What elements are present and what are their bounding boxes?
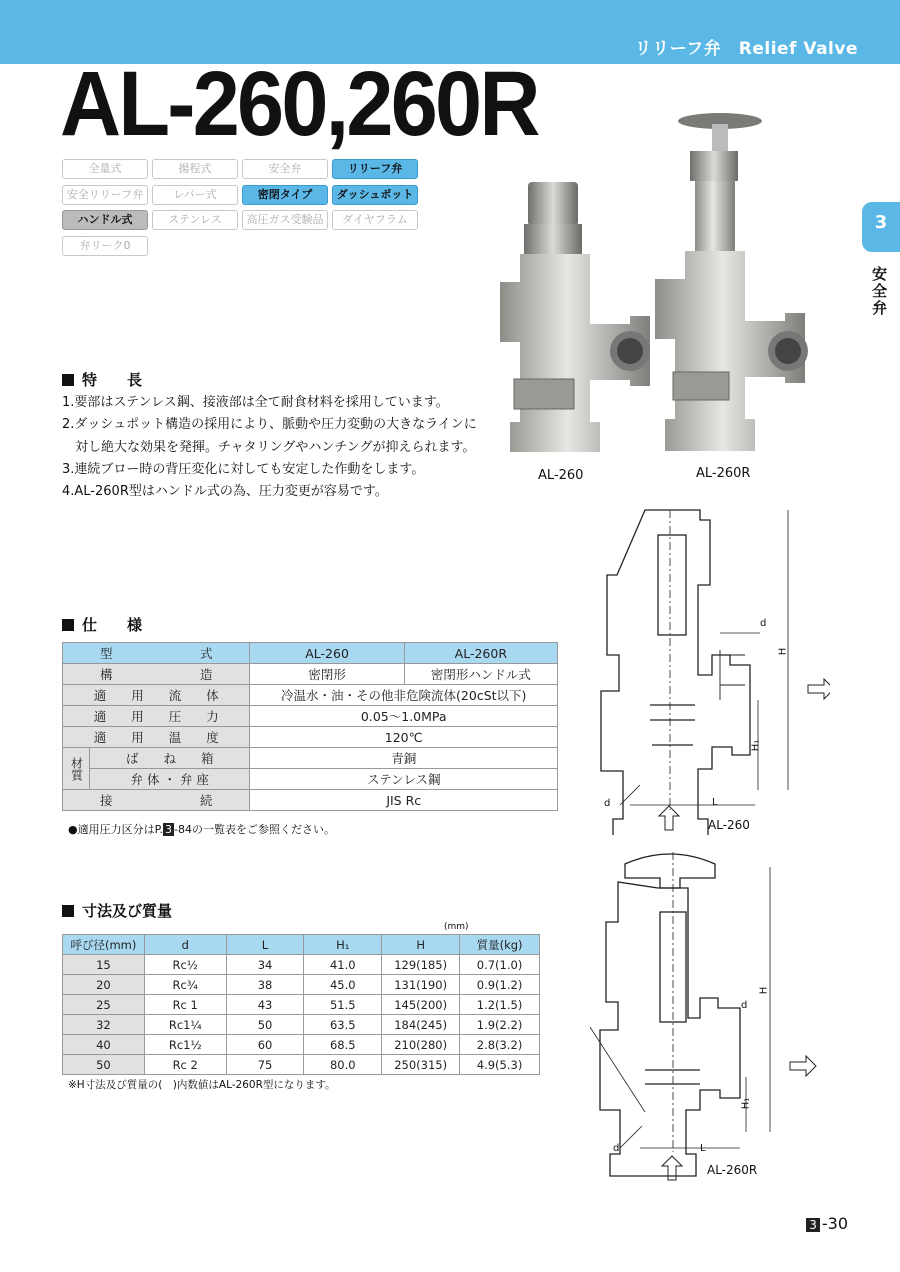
product-photo [490, 96, 820, 476]
table-header-row [63, 935, 540, 955]
tag: 高圧ガス受験品 [242, 210, 328, 230]
page-title: AL-260,260R [60, 53, 538, 155]
cell: 0.9(1.2) [460, 975, 540, 995]
cell: Rc1¼ [144, 1015, 226, 1035]
feature-item: 1.要部はステンレス鋼、接液部は全て耐食材料を採用しています。 [62, 395, 449, 410]
table-row [63, 706, 558, 727]
tag: 安全リリーフ弁 [62, 185, 148, 205]
spec-value: 密閉形 [250, 664, 404, 685]
table-row [63, 790, 558, 811]
spec-value: 青銅 [250, 748, 558, 769]
cell: 145(200) [382, 995, 460, 1015]
cell: 131(190) [382, 975, 460, 995]
cell: 210(280) [382, 1035, 460, 1055]
table-row [63, 727, 558, 748]
cell: 38 [226, 975, 304, 995]
dim-label-l: L [700, 1143, 706, 1154]
spec-header-col: AL-260R [404, 643, 557, 664]
al260-drawing [590, 505, 830, 835]
cell: 50 [63, 1055, 145, 1075]
spec-label: 弁 体 ・ 弁 座 [90, 769, 250, 790]
table-row [63, 643, 558, 664]
spec-value: 密閉形ハンドル式 [404, 664, 557, 685]
cell: 40 [63, 1035, 145, 1055]
cell: 75 [226, 1055, 304, 1075]
dim-label-h1: H₁ [750, 739, 762, 752]
tag: ハンドル式 [62, 210, 148, 230]
cell: 250(315) [382, 1055, 460, 1075]
cell: 63.5 [304, 1015, 382, 1035]
page-number: 3 -30 [806, 1214, 848, 1233]
tag: 安全弁 [242, 159, 328, 179]
chapter-label: 安全弁 [872, 265, 888, 317]
dim-label-d: d [760, 618, 767, 629]
dims-note: ※H寸法及び質量の( )内数値はAL-260R型になります。 [68, 1079, 336, 1091]
tag: レバー式 [152, 185, 238, 205]
dim-label-d: d [741, 1000, 748, 1011]
table-row [63, 1035, 540, 1055]
table-row [63, 975, 540, 995]
cell: 1.9(2.2) [460, 1015, 540, 1035]
cell: 50 [226, 1015, 304, 1035]
column-header: d [144, 935, 226, 955]
column-header: L [226, 935, 304, 955]
column-header: 質量(kg) [460, 935, 540, 955]
tag: ダイヤフラム [332, 210, 418, 230]
spec-label: 構 造 [63, 664, 250, 685]
cell: Rc1½ [144, 1035, 226, 1055]
table-row [63, 769, 558, 790]
cell: 32 [63, 1015, 145, 1035]
table-row [63, 1055, 540, 1075]
al260r-photo [655, 113, 808, 451]
spec-value: ステンレス鋼 [250, 769, 558, 790]
al260-photo [500, 182, 650, 452]
tag: 弁リーク0 [62, 236, 148, 256]
dim-label-d2: d [604, 798, 611, 809]
cell: 25 [63, 995, 145, 1015]
tag: 揚程式 [152, 159, 238, 179]
cell: 51.5 [304, 995, 382, 1015]
dimensions-table [62, 934, 540, 1075]
feature-item: 対し絶大な効果を発揮。チャタリングやハンチングが抑えられます。 [62, 440, 476, 455]
cell: 1.2(1.5) [460, 995, 540, 1015]
column-header: H [382, 935, 460, 955]
cell: 184(245) [382, 1015, 460, 1035]
cell: 68.5 [304, 1035, 382, 1055]
dim-label-h: H [777, 647, 789, 656]
feature-item: 3.連続ブロー時の背圧変化に対しても安定した作動をします。 [62, 462, 425, 477]
spec-header-col: AL-260 [250, 643, 404, 664]
chapter-number: 3 [874, 212, 888, 233]
features-heading: 特 長 [62, 369, 142, 390]
cell: 2.8(3.2) [460, 1035, 540, 1055]
cell: 15 [63, 955, 145, 975]
material-label: 材質 [63, 748, 90, 790]
cell: 80.0 [304, 1055, 382, 1075]
spec-header-label: 型 式 [63, 643, 250, 664]
cell: 4.9(5.3) [460, 1055, 540, 1075]
dim-label-h: H [758, 986, 770, 995]
tag: ステンレス [152, 210, 238, 230]
cell: 34 [226, 955, 304, 975]
al260r-drawing [590, 852, 830, 1182]
tag: 密閉タイプ [242, 185, 328, 205]
photo-caption-al260r: AL-260R [696, 466, 751, 481]
cell: Rc½ [144, 955, 226, 975]
tag: ダッシュポット [332, 185, 418, 205]
dim-label-d2: d [613, 1143, 620, 1154]
dim-label-l: L [712, 797, 718, 808]
table-row [63, 685, 558, 706]
cell: 45.0 [304, 975, 382, 995]
cell: 0.7(1.0) [460, 955, 540, 975]
cell: Rc 2 [144, 1055, 226, 1075]
spec-label: 接 続 [63, 790, 250, 811]
spec-label: 適 用 圧 力 [63, 706, 250, 727]
table-row [63, 955, 540, 975]
drawing-caption-al260r: AL-260R [707, 1163, 758, 1177]
dims-heading: 寸法及び質量 [62, 900, 172, 921]
feature-item: 4.AL-260R型はハンドル式の為、圧力変更が容易です。 [62, 484, 388, 499]
tag: リリーフ弁 [332, 159, 418, 179]
spec-heading: 仕 様 [62, 614, 142, 635]
dim-label-h1: H₁ [740, 1097, 752, 1110]
tag: 全量式 [62, 159, 148, 179]
table-row [63, 1015, 540, 1035]
cell: Rc 1 [144, 995, 226, 1015]
spec-value: 冷温水・油・その他非危険流体(20cSt以下) [250, 685, 558, 706]
table-row [63, 664, 558, 685]
feature-item: 2.ダッシュポット構造の採用により、脈動や圧力変動の大きなラインに [62, 417, 477, 432]
spec-table [62, 642, 558, 811]
drawing-caption-al260: AL-260 [708, 818, 750, 832]
cell: 41.0 [304, 955, 382, 975]
spec-note: ●適用圧力区分はP. 3 -84の一覧表をご参照ください。 [68, 823, 335, 836]
cell: Rc¾ [144, 975, 226, 995]
spec-value: 120℃ [250, 727, 558, 748]
column-header: 呼び径(mm) [63, 935, 145, 955]
spec-label: 適 用 流 体 [63, 685, 250, 706]
header-title: リリーフ弁 Relief Valve [634, 39, 858, 59]
photo-caption-al260: AL-260 [538, 468, 584, 483]
cell: 60 [226, 1035, 304, 1055]
spec-label: ば ね 箱 [90, 748, 250, 769]
table-row [63, 995, 540, 1015]
spec-value: 0.05～1.0MPa [250, 706, 558, 727]
cell: 129(185) [382, 955, 460, 975]
cell: 20 [63, 975, 145, 995]
column-header: H₁ [304, 935, 382, 955]
spec-label: 適 用 温 度 [63, 727, 250, 748]
cell: 43 [226, 995, 304, 1015]
spec-value: JIS Rc [250, 790, 558, 811]
table-row [63, 748, 558, 769]
unit-label: (mm) [444, 922, 469, 932]
